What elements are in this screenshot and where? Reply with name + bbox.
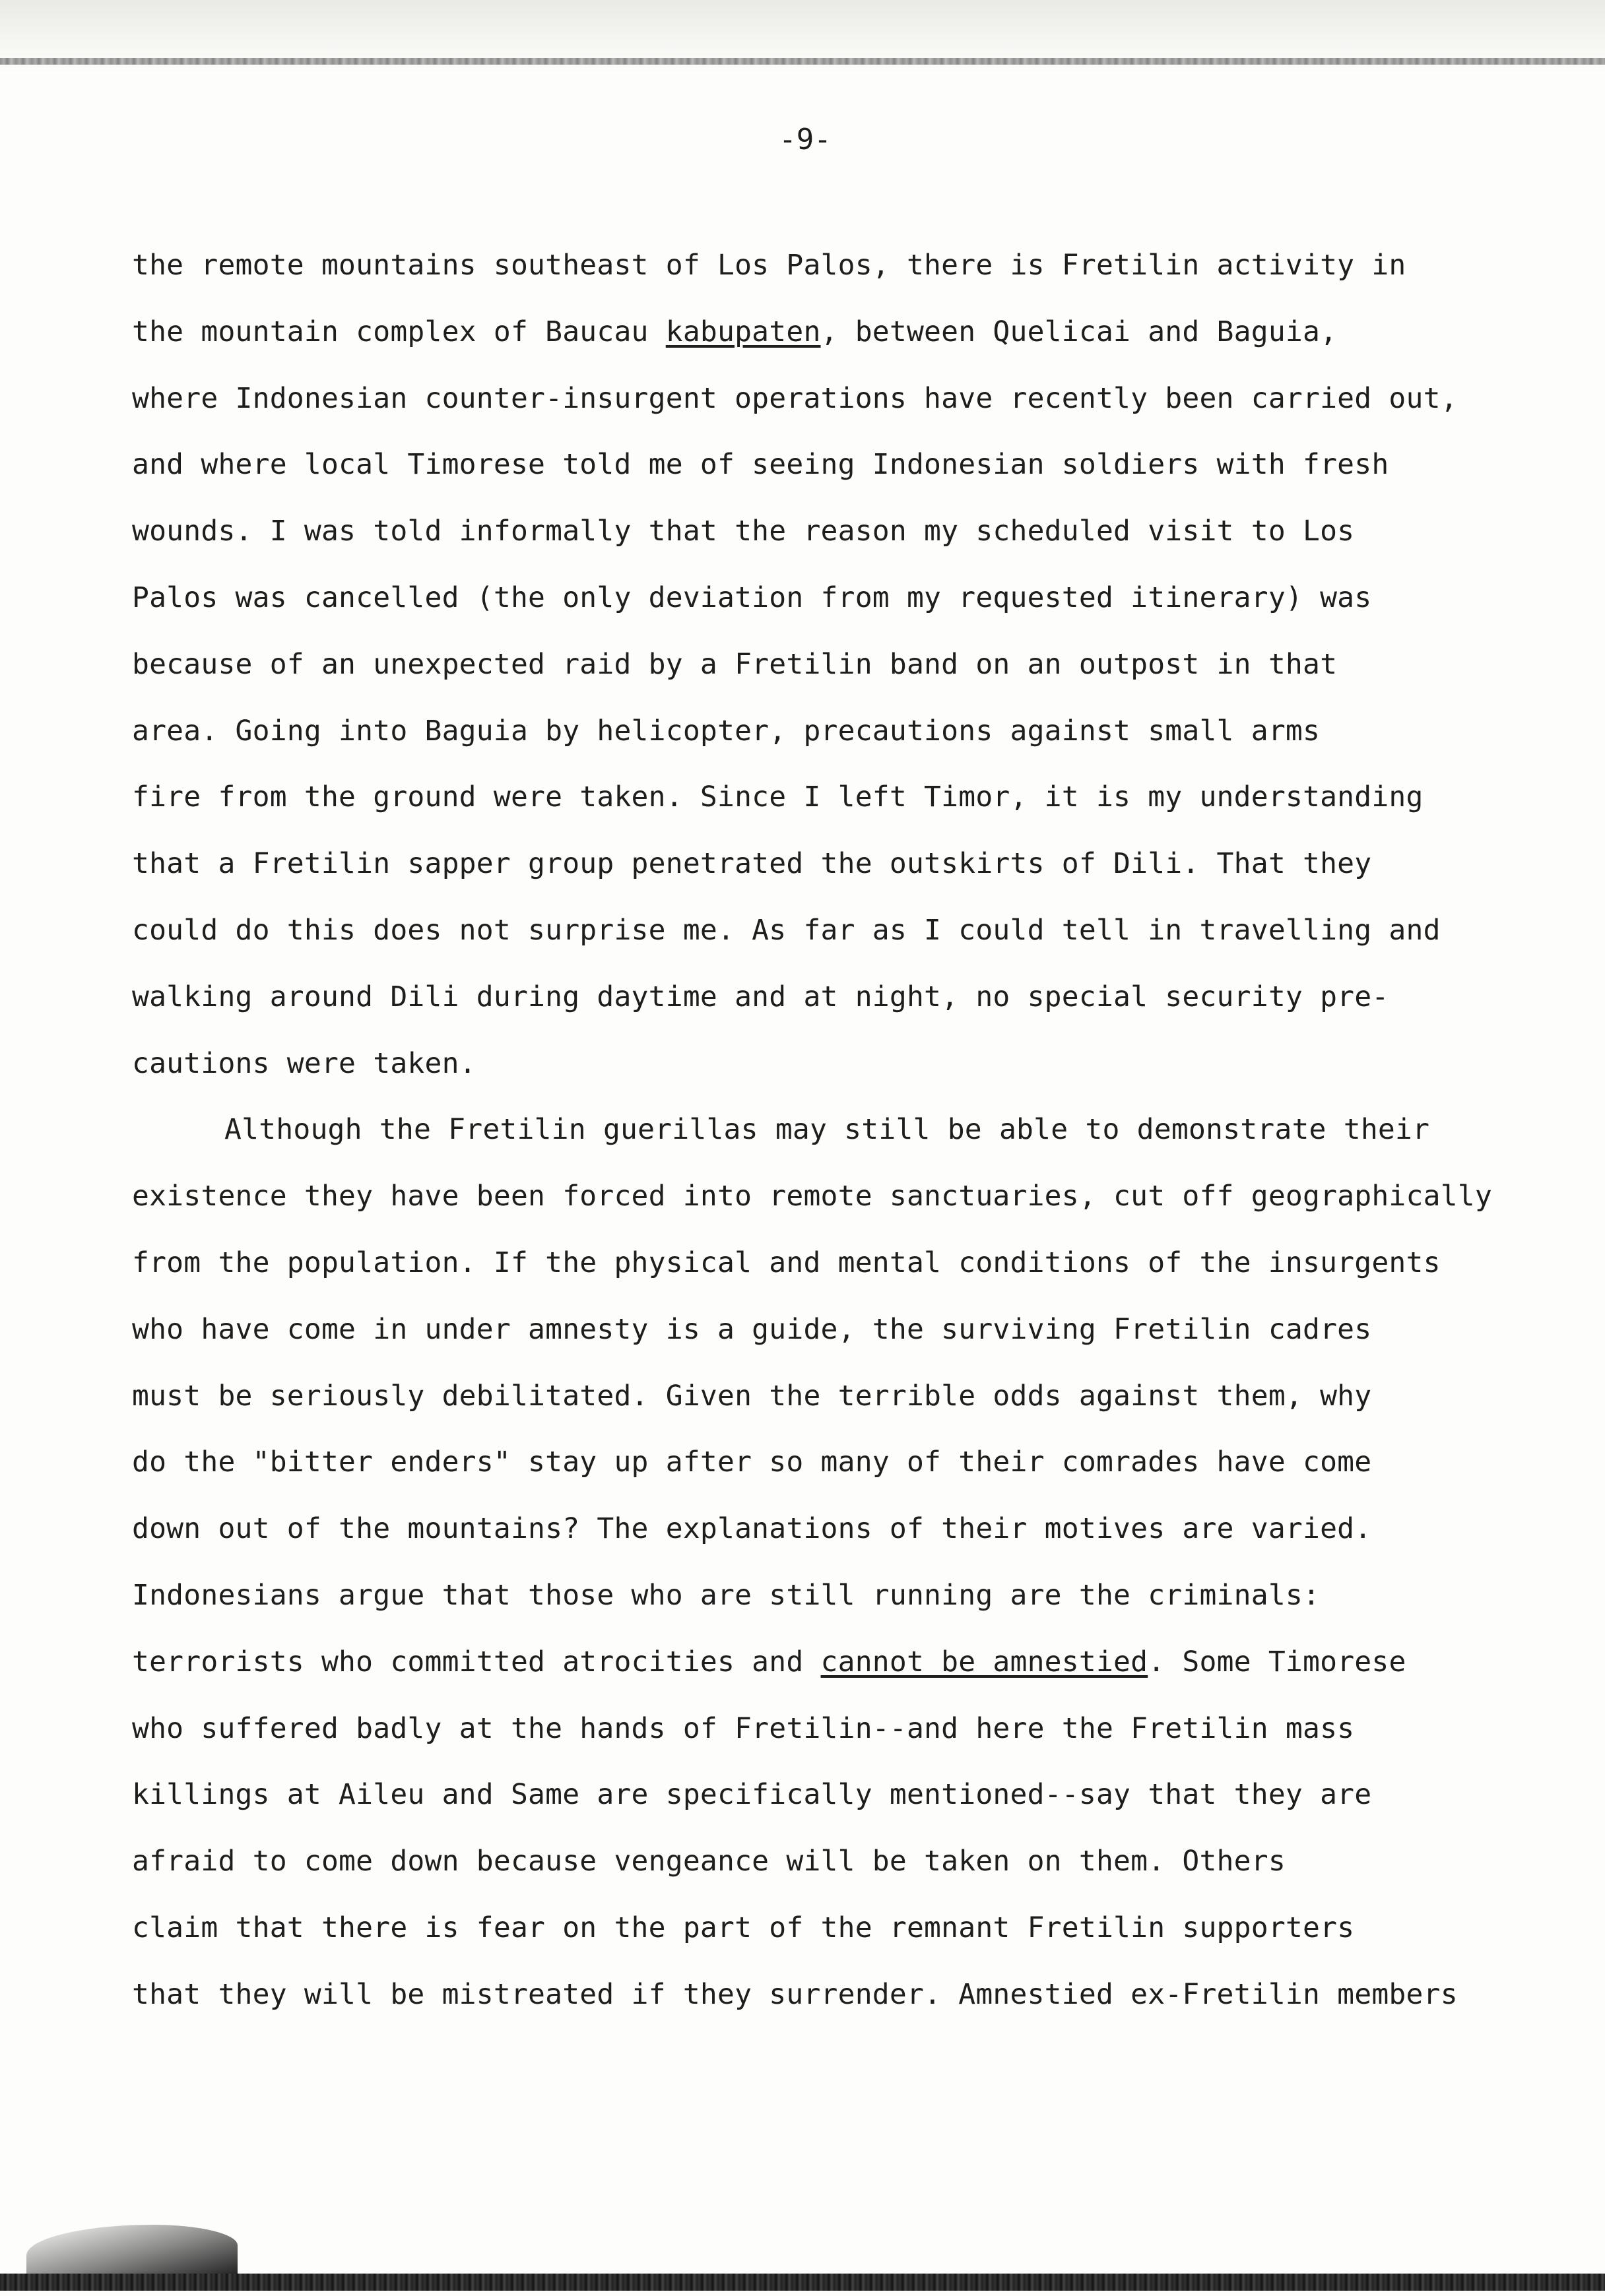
text-line: who suffered badly at the hands of Fretilin--and here the Fretilin mass (132, 1711, 1355, 1745)
text-line: existence they have been forced into remote sanctuaries, cut off geographically (132, 1180, 1492, 1213)
text-line: Although the Fretilin guerillas may still be able to demonstrate their (224, 1113, 1430, 1147)
text-line: that they will be mistreated if they surrender. Amnestied ex-Fretilin members (132, 1977, 1458, 2011)
text-segment: the mountain complex of Baucau (132, 315, 666, 348)
text-segment: terrorists who committed atrocities and (132, 1645, 821, 1678)
text-line: who have come in under amnesty is a guide, the surviving Fretilin cadres (132, 1312, 1372, 1346)
text-line: the remote mountains southeast of Los Palos, there is Fretilin activity in (132, 249, 1406, 282)
underlined-phrase: cannot be amnestied (820, 1645, 1148, 1678)
text-line: walking around Dili during daytime and at night, no special security pre- (132, 980, 1389, 1013)
text-line: cautions were taken. (132, 1046, 476, 1080)
text-line: killings at Aileu and Same are specifically mentioned--say that they are (132, 1778, 1372, 1812)
page-number: -9- (779, 123, 832, 156)
text-line: down out of the mountains? The explanations of their motives are varied. (132, 1512, 1372, 1546)
scan-bottom-border (0, 2274, 1605, 2291)
paragraph-1 (132, 232, 1491, 1097)
text-line: where Indonesian counter-insurgent operations have recently been carried out, (132, 381, 1458, 415)
scan-top-border (0, 58, 1605, 65)
text-line: and where local Timorese told me of seeing Indonesian soldiers with fresh (132, 448, 1389, 482)
text-line: Indonesians argue that those who are still running are the criminals: (132, 1578, 1321, 1612)
text-line: fire from the ground were taken. Since I left Timor, it is my understanding (132, 781, 1424, 814)
text-line: claim that there is fear on the part of the remnant Fretilin supporters (132, 1911, 1355, 1944)
text-segment: , between Quelicai and Baguia, (820, 315, 1338, 348)
text-line (132, 299, 1491, 366)
text-line: from the population. If the physical and mental conditions of the insurgents (132, 1246, 1441, 1279)
text-segment: . Some Timorese (1148, 1645, 1406, 1678)
underlined-term: kabupaten (665, 315, 821, 348)
text-line: that a Fretilin sapper group penetrated the outskirts of Dili. That they (132, 847, 1372, 881)
text-line: wounds. I was told informally that the reason my scheduled visit to Los (132, 515, 1355, 548)
text-line: Palos was cancelled (the only deviation from my requested itinerary) was (132, 581, 1372, 614)
paragraph-2 (132, 1097, 1491, 2027)
text-line: could do this does not surprise me. As far as I could tell in travelling and (132, 913, 1441, 947)
text-line: because of an unexpected raid by a Fretilin band on an outpost in that (132, 647, 1338, 681)
text-line (132, 1629, 1491, 1696)
document-body (132, 232, 1491, 2028)
text-line: area. Going into Baguia by helicopter, precautions against small arms (132, 714, 1321, 748)
scan-shadow (26, 2225, 238, 2276)
text-line: must be seriously debilitated. Given the terrible odds against them, why (132, 1379, 1372, 1413)
text-line: afraid to come down because vengeance will be taken on them. Others (132, 1845, 1286, 1878)
text-line: do the "bitter enders" stay up after so many of their comrades have come (132, 1446, 1372, 1479)
